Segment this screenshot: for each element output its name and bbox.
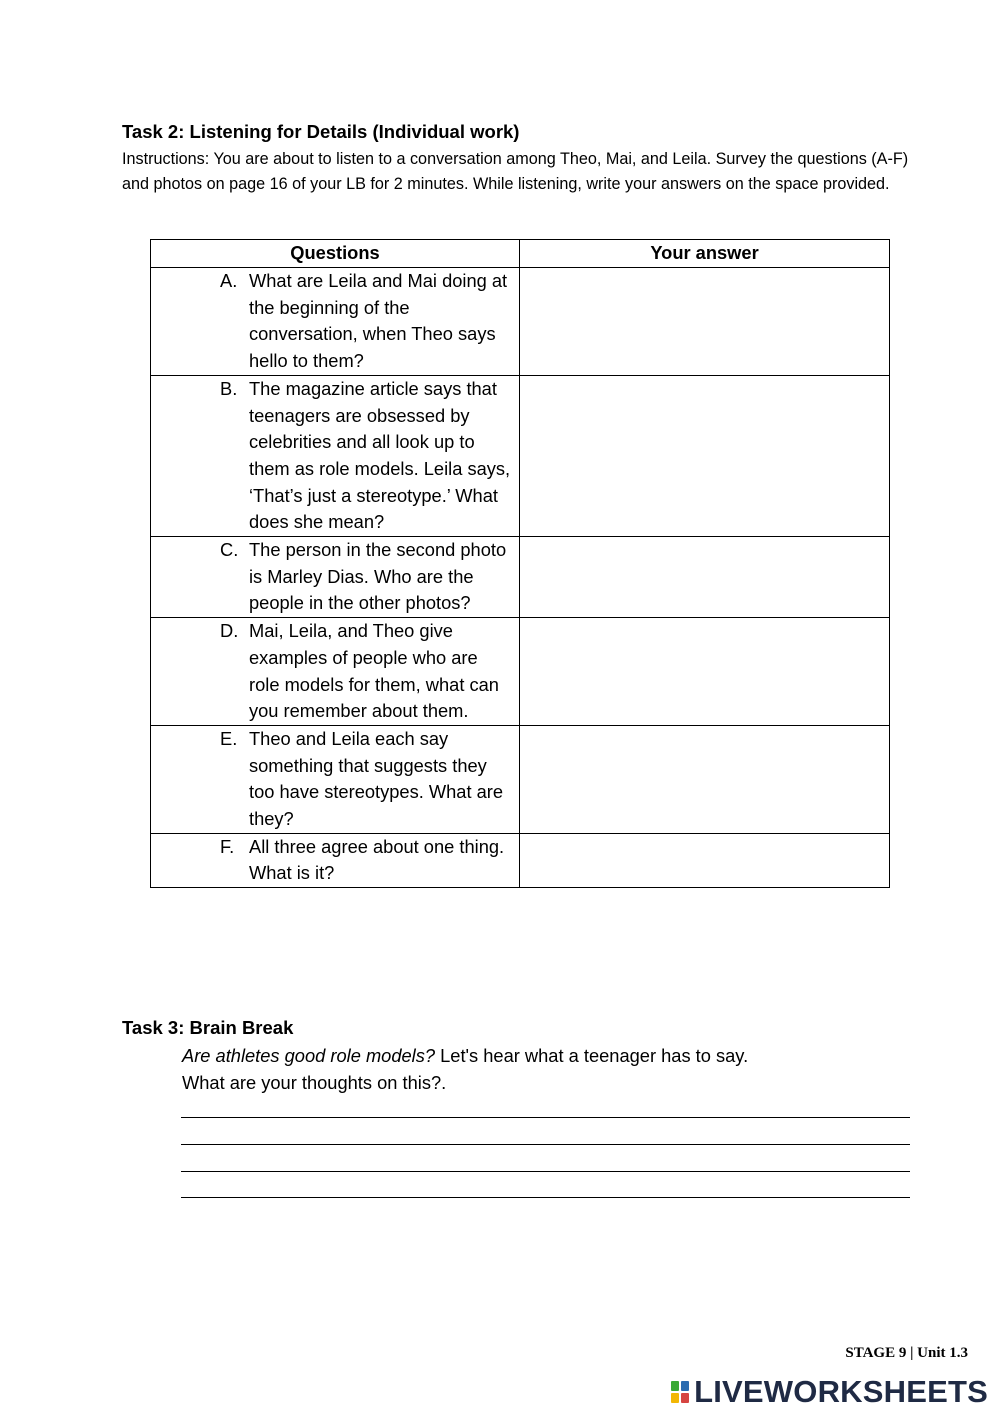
answer-header: Your answer <box>520 240 890 268</box>
liveworksheets-wordmark: LIVEWORKSHEETS <box>694 1374 988 1409</box>
answer-line-1[interactable] <box>181 1117 910 1118</box>
answer-cell-f[interactable] <box>520 833 890 887</box>
question-d <box>151 618 519 725</box>
task3-prompt-rest: Let's hear what a teenager has to say. <box>435 1045 749 1066</box>
question-letter: E. <box>220 727 238 749</box>
question-c <box>151 537 519 617</box>
question-text: All three agree about one thing. What is it? <box>249 835 505 884</box>
table-row <box>151 618 890 726</box>
answer-cell-e[interactable] <box>520 725 890 833</box>
question-a <box>151 268 519 375</box>
stage-unit-label: STAGE 9 | Unit 1.3 <box>845 1345 968 1361</box>
table-row <box>151 833 890 887</box>
task2-instructions: Instructions: You are about to listen to a conversation among Theo, Mai, and Leila. Survey the questions (A-F) and photos on page 16 of your LB for 2 minutes. While listening, write your answers on the space provided. <box>122 150 909 193</box>
answer-cell-a[interactable] <box>520 268 890 376</box>
answer-line-3[interactable] <box>181 1171 910 1172</box>
question-text: The person in the second photo is Marley Dias. Who are the people in the other photos? <box>249 539 507 614</box>
table-row <box>151 725 890 833</box>
questions-header: Questions <box>151 240 520 268</box>
table-row <box>151 537 890 618</box>
answer-line-4[interactable] <box>181 1197 910 1198</box>
question-b <box>151 376 519 536</box>
questions-table <box>150 239 890 888</box>
question-text: What are Leila and Mai doing at the beginning of the conversation, when Theo says hello to them? <box>249 270 508 372</box>
task2-title: Task 2: Listening for Details (Individual work) <box>122 121 520 142</box>
task3-line2: What are your thoughts on this?. <box>182 1072 447 1093</box>
liveworksheets-icon <box>671 1380 691 1404</box>
task3-question: Are athletes good role models? <box>182 1045 436 1066</box>
answer-cell-d[interactable] <box>520 618 890 726</box>
question-text: The magazine article says that teenagers are obsessed by celebrities and all look up to them as role models. Leila says, ‘That’s just a stereotype.’ What does she mean? <box>249 377 511 533</box>
answer-cell-c[interactable] <box>520 537 890 618</box>
question-letter: D. <box>220 620 239 642</box>
table-row <box>151 375 890 536</box>
answer-line-2[interactable] <box>181 1144 910 1145</box>
liveworksheets-logo <box>671 1374 988 1410</box>
question-text: Theo and Leila each say something that suggests they too have stereotypes. What are they? <box>249 727 504 830</box>
question-letter: C. <box>220 539 239 561</box>
table-row <box>151 268 890 376</box>
table-header-row <box>151 240 890 268</box>
question-e <box>151 726 519 833</box>
answer-cell-b[interactable] <box>520 375 890 536</box>
question-text: Mai, Leila, and Theo give examples of people who are role models for them, what can you remember about them. <box>249 620 499 722</box>
task3-prompt <box>182 1042 912 1096</box>
task3-title: Task 3: Brain Break <box>122 1017 294 1038</box>
question-letter: A. <box>220 270 238 291</box>
question-letter: B. <box>220 377 238 399</box>
question-f <box>151 834 519 887</box>
question-letter: F. <box>220 835 235 857</box>
